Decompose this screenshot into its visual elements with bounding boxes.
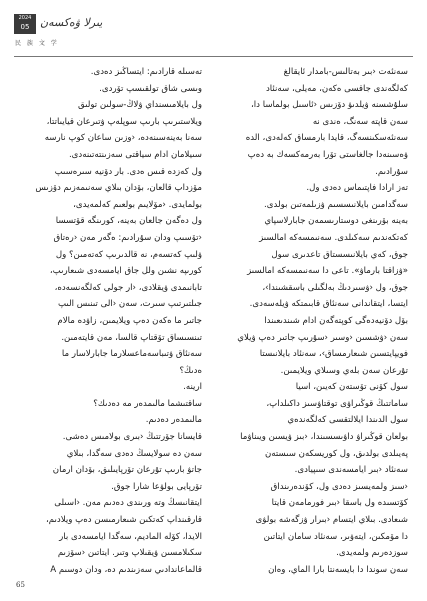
text-line: جاتۋ بارىپ تۇرعان تۆرپايىلىق، بۆدان ارمان — [52, 465, 202, 476]
text-line: ەدىڭ؟ — [179, 365, 202, 376]
text-line: تۇرعان سەن بلەي وسىلاي ويلايمىن. — [280, 365, 408, 376]
text-line: جاتىر ما ەكەن دەپ ويلايمىن، زاۋدە مالام — [57, 315, 202, 326]
text-line: كۆتسىدە ول باسقا ‹بىر فورمامەن قايتا — [271, 498, 408, 509]
text-line: ول دەگەن جالعان بەينە، كورىنگە قۆتسسا — [55, 216, 202, 227]
text-line: مۆزداپ قالعان، بۆدان بىلاي سەنىمەزىم دۆزىس — [35, 183, 202, 194]
text-line: ‹تۆسىپ ودان سۇرادىم: ەگەر مەن ‹رەتاق — [53, 232, 202, 243]
text-line: سەن قاپتە سەنگ، ەندى نە — [312, 116, 408, 127]
text-line: ايتقانىسڭ وتە ورىندى دەدىم مەن. ‹اسىلى — [54, 498, 202, 509]
text-line: سكىلامسىن ۋيقىلاپ وتىر. ايتاتىن ‹سۆزىم — [57, 548, 202, 559]
text-line: ول بايلامىسنداي ۋلاڭ-سولىن تولىق — [77, 100, 202, 111]
text-line: كەلگەندى جاقسى ەكەن، مەيلى، سەنئاد — [265, 83, 408, 94]
text-line: سلۇشسنە ۋيلدىۋ دۆزىس ‹ئاسىل بولماسا دا، — [250, 100, 408, 111]
text-line: وىسى شاق تولقىسپ تۆردى. — [99, 83, 202, 94]
text-line: جوق، ول ‹ۋسىردىڭ بەلگىلى باسقشىندا›، — [262, 282, 408, 293]
text-line: ول كەزدە قىس ەدى. بار دۆنيە سىرەسىپ — [54, 166, 202, 177]
logo-year: 2024 — [18, 15, 32, 21]
text-line: كەتكەندىم سەكىلدى. سەنىمسەكە امالسىز — [259, 232, 408, 243]
text-line: بولمايدى. ‹مۆلايىم بولعىم كەلمەيدى، — [73, 199, 202, 210]
text-line: دا مۆمكىن، ايتەۋىر، سەنئاد سامان ايتاتىن — [263, 531, 408, 542]
text-line: بۆل دۆنيەدەگى كوپتەگەن ادام شىندىعىندا — [264, 315, 408, 326]
text-line: ۋلىپ كەتسەم، نە قالدىرىپ كەتەمىن؟ ول — [55, 249, 202, 260]
journal-header — [14, 14, 164, 54]
text-line: شىعادى. بىلاي ايتسام ‹بىرار ۋزگەشە بولۋى — [255, 515, 408, 526]
text-line: سەنئاد ‹بىر ايامسەندى سىپيادى. — [294, 465, 408, 476]
journal-title: يىرلا ۋەكسەن — [40, 16, 103, 29]
text-column-right — [222, 64, 408, 579]
text-line: ساماتتىڭ قوڭىراۋى توقتاۋسىز داكىلداپ، — [266, 398, 408, 409]
text-line: «ۋزاقتا بارماۋ». تاعى دا سەنىمسەكە امالسىز — [247, 266, 408, 277]
text-line: تىنسىساق تۆقتاپ قالسا، مەن قايتەمىن. — [61, 332, 202, 343]
logo-issue: 05 — [20, 23, 30, 31]
text-line: جىلتىرتىپ سىرت، سەن ‹الى تىنىس الىپ — [57, 299, 202, 310]
text-line: ساقتىشما مالىمدەر مە دەدىك؟ — [93, 398, 202, 409]
text-line: ‹سىز ولمەيسىز دەدى ول، كۆندەرىنداق — [270, 481, 408, 492]
text-line: ويلاستىرىپ بارىپ سوپلەپ ۋتىرعان قيايىاتتا، — [46, 116, 202, 127]
text-line: قارقىنداپ كەتكىن شىعارمىسن دەپ ويلادىم، — [46, 515, 202, 526]
journal-logo — [14, 14, 36, 34]
text-line: تەز ارادا فاپتىماس دەدى ول. — [306, 183, 408, 194]
text-column-left — [20, 64, 202, 579]
text-line: سول كۆنى تۆستەن كەيىن، اسيا — [295, 382, 408, 393]
text-line: سەگدامىن بايلانىسسىم ۋزىلمەتىن بولدى. — [264, 199, 408, 210]
text-line: ايتسا، ايتقاندانى سەنئاق قابىمتكە ۋيلەسەدى. — [249, 299, 408, 310]
text-line: سەنا بەينەسىنەدە، ‹وزىن ساعان كوپ نارسە — [44, 133, 202, 144]
text-line: جوق، كەي بايلانىسستاق تاعدىرى سول — [271, 249, 408, 260]
text-line: سوزدەرىم ولمەيدى. — [336, 548, 408, 559]
text-line: تۆرپايى بولۋعا شارا جوق. — [111, 481, 202, 492]
text-line: تەسىلە قارادىم: ايتساڭىز دەدى. — [90, 67, 202, 77]
text-line: كورىپە نشىن ولل جاق ايامسەدى شىعارىپ، — [49, 266, 202, 277]
text-line: سەنئەت ‹بىر بەتالىس-بامدار ئايقالغ — [283, 67, 408, 77]
text-line: قالماعاندادىي سەزىندىم دە، ودان دوسىم A — [50, 564, 202, 575]
text-line: بولعان قوڭىراۋ داۋىسسىندا، ‹بىز ۋيسىن ويىناۋما — [240, 432, 408, 443]
header-divider — [14, 56, 413, 57]
text-line: ارينە. — [183, 382, 202, 393]
text-line: سەن ‹ۋشسىن ‹وسىر ‹سۇرىپ جاتىر دەپ ۋيلاي — [237, 332, 408, 343]
text-line: سەن سوندا دا بايسەنتا بارا الماي، وەان — [268, 564, 408, 575]
text-line: سەنئاق ۋتىباسەماعسلارما جابارلاسار ما — [61, 349, 202, 360]
text-line: پەيىلدى بولدىق، ول كوريسكەن سىستەن — [264, 448, 408, 459]
text-line: ۋەسىنەدا جالغاستى تۆرا بەرمەكسەك بە دەپ — [247, 149, 408, 160]
text-line: سىيلامان ادام سياقتى سەزىنتەتىنەدى. — [68, 149, 202, 160]
text-line: سەن دە سولايسڭ دەدى سەگدا، بىلاي — [66, 448, 202, 459]
text-line: فويپايتسىن شىعارمساق›، سەنئاد بايلانىستا — [259, 349, 408, 360]
text-line: سول الدىندا ايلالتقسى كەلگەندەي — [287, 415, 408, 426]
page-number: 65 — [16, 581, 25, 589]
text-line: مالىمدەر دەدىم. — [145, 415, 202, 426]
text-line: الايدا، كۆلە الماديم، سەگدا ايامسەدى بار — [59, 531, 202, 542]
text-line: قايسانا جۆرتتىڭ ‹بىرى بولامىس دەشى. — [62, 432, 202, 443]
text-line: سۇرادىم. — [375, 166, 408, 177]
text-line: بەينە بۆرىنغى دوستارىسمەن جابارلاسپاي — [264, 216, 408, 227]
text-line: سەنئەسكىنسەگ، قايدا بارمساق كەلەدى، الدە — [245, 133, 408, 144]
journal-subtitle: 民 族 文 学 — [15, 40, 59, 47]
text-line: تابانىمدى ۋيقلادى، ‹ار جولى كەلگەنسەدە، — [54, 282, 202, 293]
